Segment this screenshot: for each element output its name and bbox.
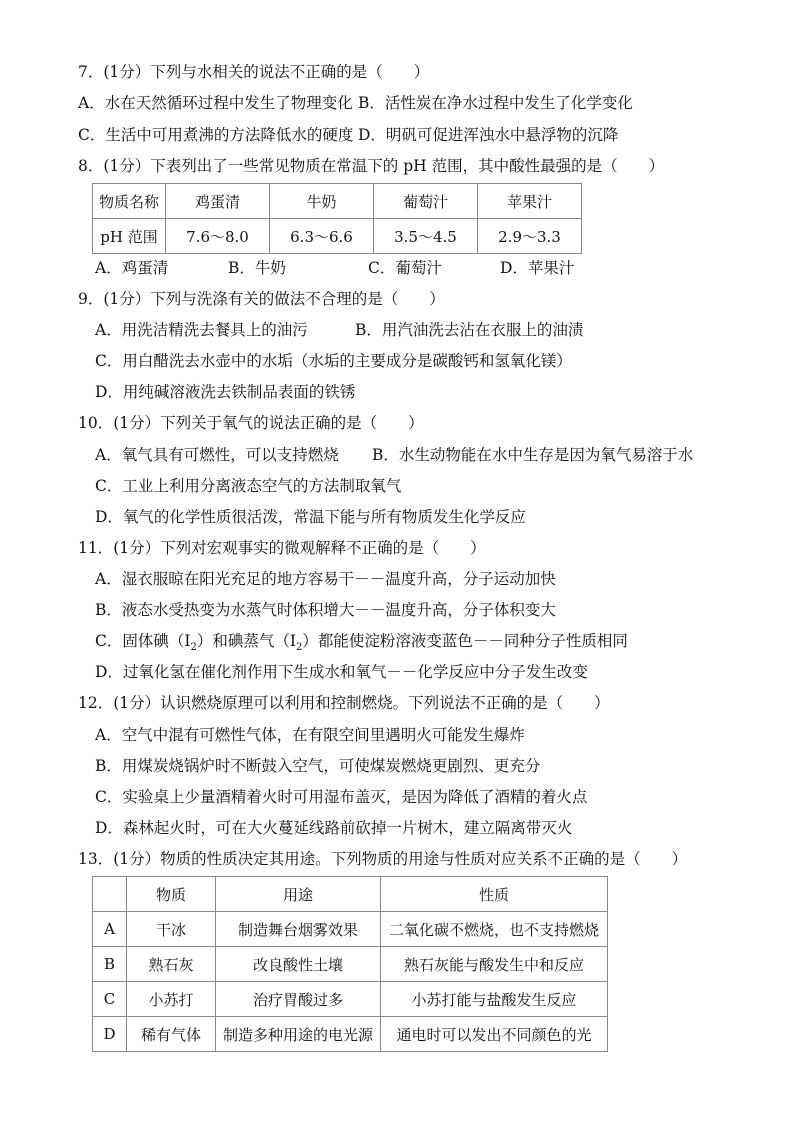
table-cell: 治疗胃酸过多 bbox=[216, 982, 381, 1017]
q11-option-c-text: C．固体碘（I bbox=[95, 632, 191, 650]
table-cell: 7.6～8.0 bbox=[166, 219, 270, 254]
usage-property-table bbox=[92, 876, 608, 1052]
table-cell: B bbox=[93, 947, 127, 982]
table-row bbox=[93, 219, 582, 254]
table-cell: 熟石灰 bbox=[127, 947, 216, 982]
q8-stem: 8．(1分）下表列出了一些常见物质在常温下的 pH 范围，其中酸性最强的是（ ） bbox=[78, 157, 665, 175]
table-cell: pH 范围 bbox=[93, 219, 166, 254]
table-cell: 稀有气体 bbox=[127, 1017, 216, 1052]
table-row bbox=[93, 982, 608, 1017]
table-header-cell: 苹果汁 bbox=[478, 184, 582, 219]
q11-option-c-text: ）和碘蒸气（I bbox=[196, 632, 296, 650]
q7-option-a: A．水在天然循环过程中发生了物理变化 bbox=[78, 94, 353, 112]
q8-option-c: C．葡萄汁 bbox=[368, 259, 442, 277]
q13-stem: 13．(1分）物质的性质决定其用途。下列物质的用途与性质对应关系不正确的是（ ） bbox=[78, 850, 688, 868]
q9-stem: 9．(1分）下列与洗涤有关的做法不合理的是（ ） bbox=[78, 290, 445, 308]
q12-option-b: B．用煤炭烧锅炉时不断鼓入空气，可使煤炭燃烧更剧烈、更充分 bbox=[95, 757, 541, 775]
table-header-cell: 性质 bbox=[381, 877, 608, 912]
q8-option-b: B．牛奶 bbox=[228, 259, 286, 277]
table-cell: 制造多种用途的电光源 bbox=[216, 1017, 381, 1052]
table-header-cell: 物质 bbox=[127, 877, 216, 912]
subscript: 2 bbox=[190, 642, 197, 654]
q7-stem: 7．(1分）下列与水相关的说法不正确的是（ ） bbox=[78, 63, 430, 81]
q8-option-d: D．苹果汁 bbox=[500, 259, 575, 277]
table-header-cell: 鸡蛋清 bbox=[166, 184, 270, 219]
q10-option-b: B．水生动物能在水中生存是因为氧气易溶于水 bbox=[372, 446, 694, 464]
subscript: 2 bbox=[295, 642, 303, 654]
q12-option-c: C．实验桌上少量酒精着火时可用湿布盖灭，是因为降低了酒精的着火点 bbox=[95, 788, 588, 806]
q11-option-b: B．液态水受热变为水蒸气时体积增大－－温度升高，分子体积变大 bbox=[95, 601, 556, 619]
q10-stem: 10．(1分）下列关于氧气的说法正确的是（ ） bbox=[78, 414, 424, 432]
q12-option-a: A．空气中混有可燃性气体，在有限空间里遇明火可能发生爆炸 bbox=[95, 726, 525, 744]
q10-option-a: A．氧气具有可燃性，可以支持燃烧 bbox=[95, 446, 339, 464]
q11-option-d: D．过氧化氢在催化剂作用下生成水和氧气－－化学反应中分子发生改变 bbox=[95, 663, 588, 681]
table-header-cell: 用途 bbox=[216, 877, 381, 912]
table-cell: 通电时可以发出不同颜色的光 bbox=[381, 1017, 608, 1052]
table-cell: 制造舞台烟雾效果 bbox=[216, 912, 381, 947]
table-cell: C bbox=[93, 982, 127, 1017]
q10-option-c: C．工业上利用分离液态空气的方法制取氧气 bbox=[95, 477, 402, 495]
table-cell: 6.3～6.6 bbox=[270, 219, 374, 254]
table-cell: 3.5～4.5 bbox=[374, 219, 478, 254]
table-header-cell bbox=[93, 877, 127, 912]
table-cell: 二氧化碳不燃烧，也不支持燃烧 bbox=[381, 912, 608, 947]
table-cell: 小苏打 bbox=[127, 982, 216, 1017]
table-cell: 小苏打能与盐酸发生反应 bbox=[381, 982, 608, 1017]
q10-option-d: D．氧气的化学性质很活泼，常温下能与所有物质发生化学反应 bbox=[95, 508, 526, 526]
ph-range-table bbox=[92, 183, 582, 254]
table-header-cell: 葡萄汁 bbox=[374, 184, 478, 219]
table-cell: D bbox=[93, 1017, 127, 1052]
q12-option-d: D．森林起火时，可在大火蔓延线路前砍掉一片树木，建立隔离带灭火 bbox=[95, 819, 573, 837]
table-cell: 2.9～3.3 bbox=[478, 219, 582, 254]
q11-option-c bbox=[95, 631, 628, 658]
q12-stem: 12．(1分）认识燃烧原理可以利用和控制燃烧。下列说法不正确的是（ ） bbox=[78, 694, 610, 712]
q9-option-c: C．用白醋洗去水壶中的水垢（水垢的主要成分是碳酸钙和氢氧化镁） bbox=[95, 352, 572, 370]
table-row bbox=[93, 1017, 608, 1052]
table-row bbox=[93, 877, 608, 912]
q11-option-c-text: ）都能使淀粉溶液变蓝色－－同种分子性质相同 bbox=[302, 632, 628, 650]
q7-option-b: B．活性炭在净水过程中发生了化学变化 bbox=[358, 94, 633, 112]
q11-option-a: A．湿衣服晾在阳光充足的地方容易干－－温度升高，分子运动加快 bbox=[95, 570, 556, 588]
q11-stem: 11．(1分）下列对宏观事实的微观解释不正确的是（ ） bbox=[78, 539, 486, 557]
q7-option-c: C．生活中可用煮沸的方法降低水的硬度 bbox=[78, 126, 354, 144]
q9-option-a: A．用洗洁精洗去餐具上的油污 bbox=[95, 321, 308, 339]
table-header-cell: 牛奶 bbox=[270, 184, 374, 219]
table-row bbox=[93, 184, 582, 219]
q9-option-d: D．用纯碱溶液洗去铁制品表面的铁锈 bbox=[95, 383, 356, 401]
table-cell: 干冰 bbox=[127, 912, 216, 947]
table-cell: 改良酸性土壤 bbox=[216, 947, 381, 982]
table-row bbox=[93, 947, 608, 982]
q7-option-d: D．明矾可促进浑浊水中悬浮物的沉降 bbox=[358, 126, 619, 144]
table-cell: A bbox=[93, 912, 127, 947]
table-cell: 熟石灰能与酸发生中和反应 bbox=[381, 947, 608, 982]
table-row bbox=[93, 912, 608, 947]
q9-option-b: B．用汽油洗去沾在衣服上的油渍 bbox=[355, 321, 584, 339]
q8-option-a: A．鸡蛋清 bbox=[95, 259, 169, 277]
table-header-cell: 物质名称 bbox=[93, 184, 166, 219]
